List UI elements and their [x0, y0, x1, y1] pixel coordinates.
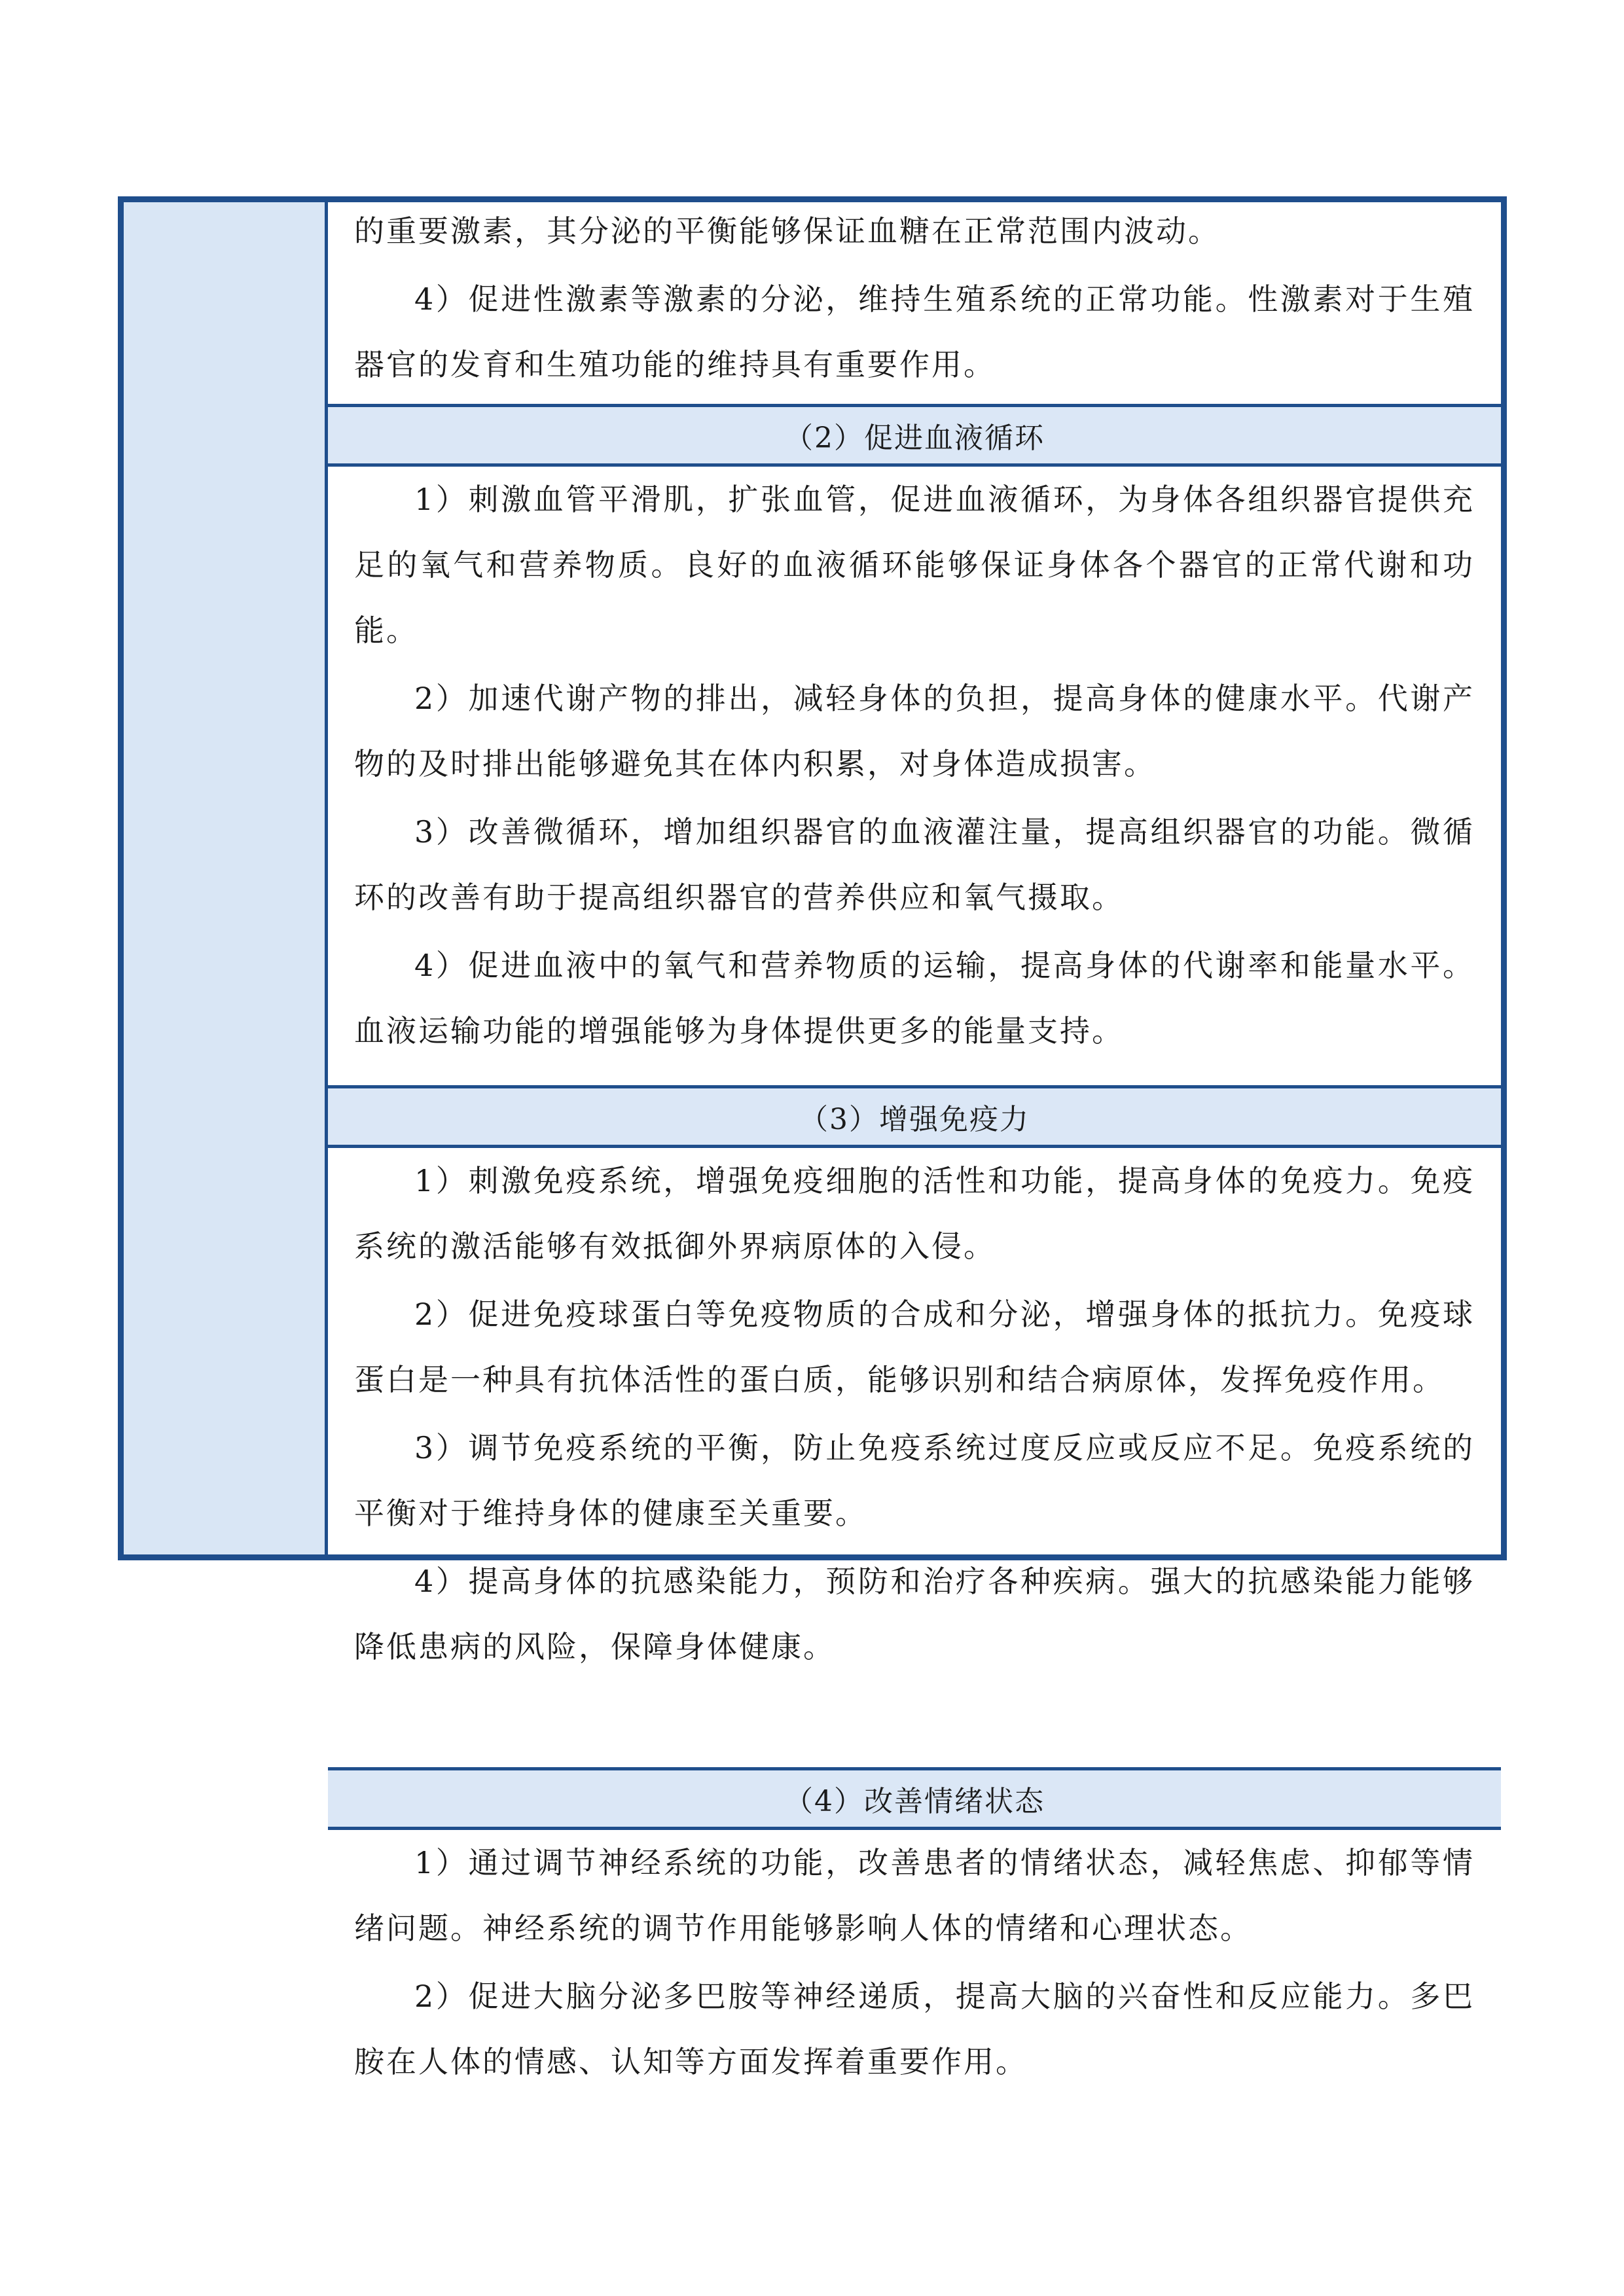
section-body	[328, 467, 1501, 1085]
section-body	[328, 1830, 1501, 2105]
paragraph: 2）促进免疫球蛋白等免疫物质的合成和分泌，增强身体的抵抗力。免疫球蛋白是一种具有抗体活性的蛋白质，能够识别和结合病原体，发挥免疫作用。	[354, 1297, 1475, 1397]
section-title: （2）促进血液循环	[784, 422, 1045, 455]
section-header	[328, 1085, 1501, 1148]
content-table	[118, 196, 1507, 2079]
paragraph: 2）促进大脑分泌多巴胺等神经递质，提高大脑的兴奋性和反应能力。多巴胺在人体的情感、认知等方面发挥着重要作用。	[354, 1979, 1475, 2079]
intro-section	[328, 202, 1501, 404]
paragraph: 的重要激素，其分泌的平衡能够保证血糖在正常范围内波动。	[354, 213, 1220, 249]
section-body	[328, 1148, 1501, 1767]
section-title: （4）改善情绪状态	[784, 1785, 1045, 1818]
paragraph: 4）提高身体的抗感染能力，预防和治疗各种疾病。强大的抗感染能力能够降低患病的风险，保障身体健康。	[354, 1564, 1475, 1664]
section-header	[328, 1767, 1501, 1830]
paragraph: 3）调节免疫系统的平衡，防止免疫系统过度反应或反应不足。免疫系统的平衡对于维持身体的健康至关重要。	[354, 1430, 1475, 1531]
paragraph: 4）促进性激素等激素的分泌，维持生殖系统的正常功能。性激素对于生殖器官的发育和生殖功能的维持具有重要作用。	[354, 281, 1475, 382]
paragraph: 1）通过调节神经系统的功能，改善患者的情绪状态，减轻焦虑、抑郁等情绪问题。神经系统的调节作用能够影响人体的情绪和心理状态。	[354, 1845, 1475, 1946]
section-title: （3）增强免疫力	[799, 1103, 1030, 1136]
paragraph: 2）加速代谢产物的排出，减轻身体的负担，提高身体的健康水平。代谢产物的及时排出能够避免其在体内积累，对身体造成损害。	[354, 681, 1475, 781]
paragraph: 4）促进血液中的氧气和营养物质的运输，提高身体的代谢率和能量水平。血液运输功能的增强能够为身体提供更多的能量支持。	[354, 948, 1475, 1049]
paragraph: 1）刺激血管平滑肌，扩张血管，促进血液循环，为身体各组织器官提供充足的氧气和营养物质。良好的血液循环能够保证身体各个器官的正常代谢和功能。	[354, 482, 1475, 648]
right-content-column	[328, 202, 1501, 2079]
left-label-column	[124, 202, 328, 1554]
paragraph: 1）刺激免疫系统，增强免疫细胞的活性和功能，提高身体的免疫力。免疫系统的激活能够有效抵御外界病原体的入侵。	[354, 1163, 1475, 1264]
paragraph: 3）改善微循环，增加组织器官的血液灌注量，提高组织器官的功能。微循环的改善有助于提高组织器官的营养供应和氧气摄取。	[354, 814, 1475, 915]
section-header	[328, 404, 1501, 467]
